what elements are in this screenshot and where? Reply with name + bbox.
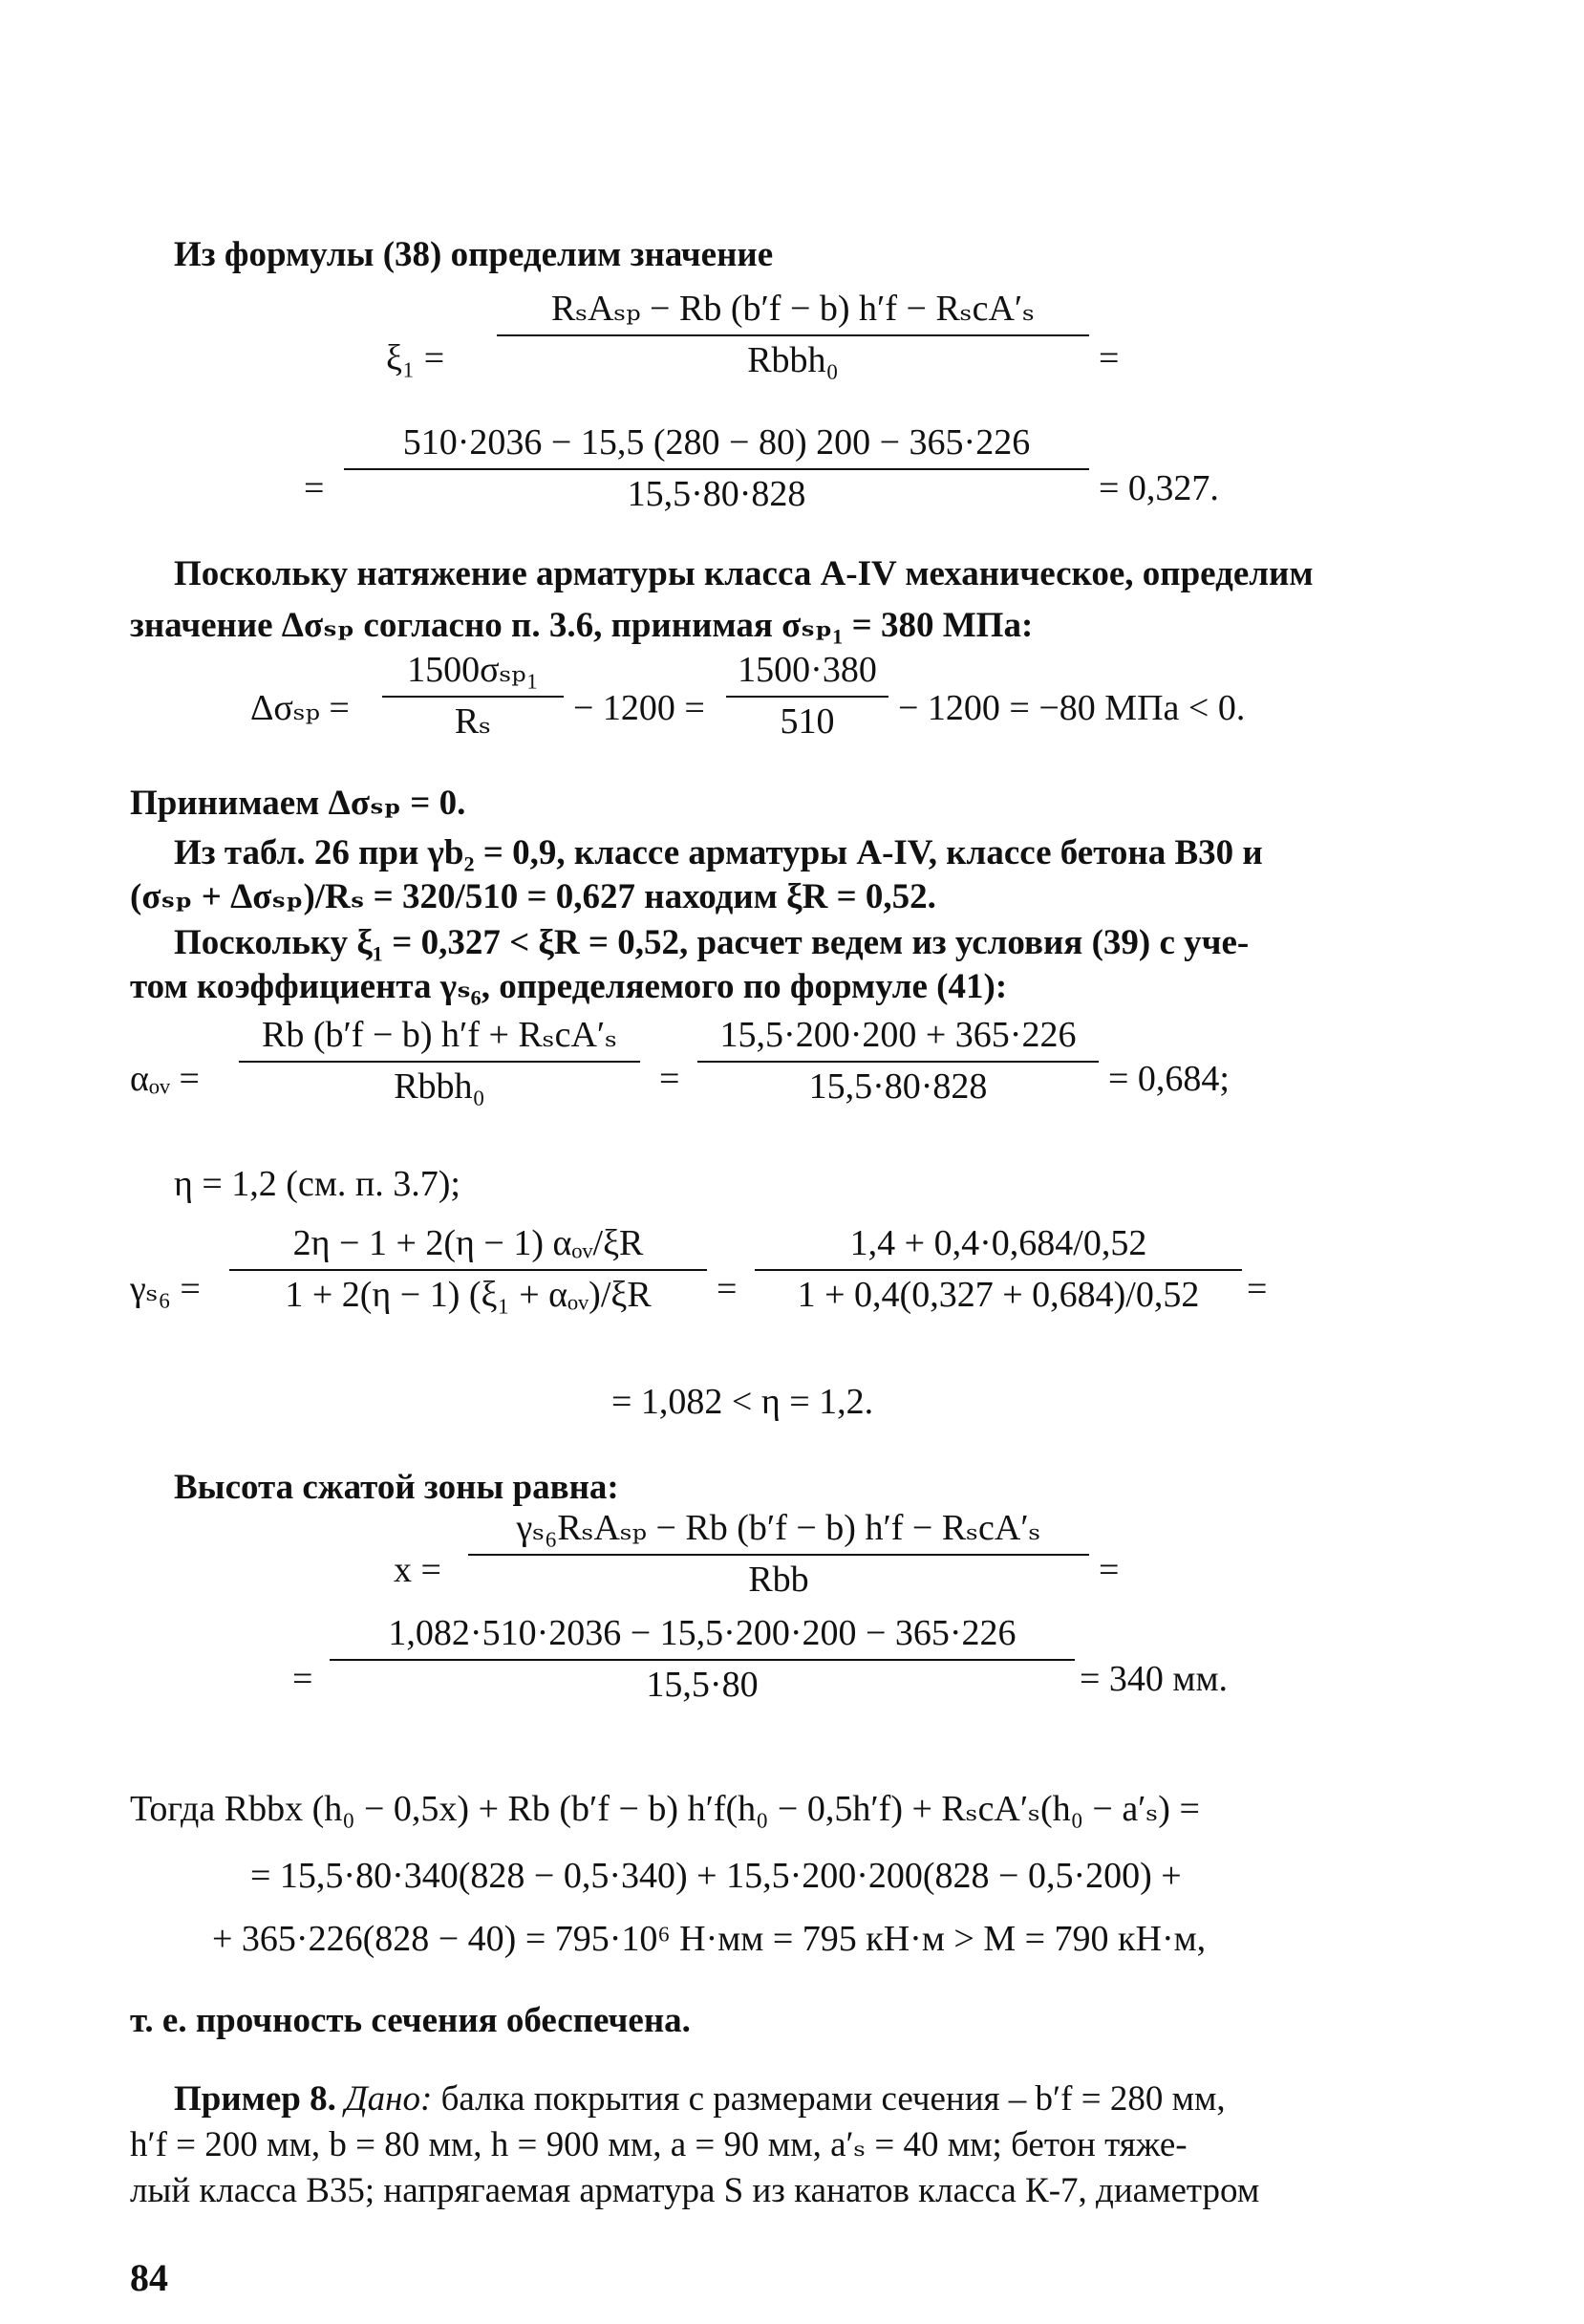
eta-line: η = 1,2 (см. п. 3.7); — [174, 1164, 460, 1204]
gs-numeric-denominator: 1 + 0,4(0,327 + 0,684)/0,52 — [797, 1274, 1200, 1315]
xi1-equals2: = — [304, 468, 325, 508]
example8-text1: балка покрытия с размерами сечения – b′f = 280 мм, — [440, 2079, 1226, 2119]
aov-result: = 0,684; — [1108, 1059, 1230, 1099]
x-equals: = — [1099, 1550, 1120, 1590]
gs-equals2: = — [1247, 1269, 1268, 1309]
gs-fraction — [229, 1223, 707, 1316]
para5-line2: том коэффициента γₛ₆, определяемого по формуле (41): — [130, 967, 1008, 1006]
dsp-numerator1: 1500σₛₚ₁ — [407, 650, 539, 690]
aov-equals: = — [659, 1059, 680, 1099]
x-numeric-numerator: 1,082·510·2036 − 15,5·200·200 − 365·226 — [388, 1613, 1017, 1653]
dsp-denominator1: Rₛ — [454, 700, 492, 742]
fraction-bar — [344, 468, 1089, 470]
aov-numeric-denominator: 15,5·80·828 — [808, 1065, 988, 1107]
para2-line1: Поскольку натяжение арматуры класса A-IV механическое, определим — [174, 554, 1314, 593]
xi1-numeric-numerator: 510·2036 − 15,5 (280 − 80) 200 − 365·226 — [402, 422, 1031, 463]
aov-fraction — [239, 1015, 640, 1108]
fraction-bar — [229, 1269, 707, 1271]
dsp-numerator2: 1500·380 — [738, 650, 877, 690]
example8-label: Пример 8. — [174, 2079, 336, 2119]
x-numeric-denominator: 15,5·80 — [646, 1664, 759, 1705]
gs-denominator: 1 + 2(η − 1) (ξ₁ + αₒᵥ)/ξR — [285, 1274, 652, 1315]
gs-result: = 1,082 < η = 1,2. — [611, 1382, 874, 1422]
then-line2: = 15,5·80·340(828 − 0,5·340) + 15,5·200·200(828 − 0,5·200) + — [250, 1856, 1182, 1896]
para2-line2: значение Δσₛₚ согласно п. 3.6, принимая σₛₚ₁ = 380 МПа: — [130, 606, 1034, 645]
example8-line3: лый класса B35; напрягаемая арматура S из канатов класса К-7, диаметром — [130, 2171, 1260, 2210]
gs-numerator: 2η − 1 + 2(η − 1) αₒᵥ/ξR — [292, 1223, 644, 1263]
x-fraction — [468, 1508, 1089, 1601]
intro-line: Из формулы (38) определим значение — [174, 235, 774, 274]
example8-line1 — [174, 2081, 1226, 2117]
dsp-fraction2 — [726, 650, 888, 742]
dsp-fraction1 — [382, 650, 564, 742]
xi1-lhs: ξ₁ = — [386, 338, 445, 378]
xi1-equals: = — [1099, 338, 1120, 378]
x-equals2: = — [292, 1659, 313, 1699]
aov-numeric-fraction — [697, 1015, 1099, 1108]
para5-line1: Поскольку ξ₁ = 0,327 < ξR = 0,52, расчет ведем из условия (39) с уче- — [174, 923, 1250, 962]
x-result: = 340 мм. — [1080, 1659, 1229, 1699]
gs-equals: = — [717, 1269, 738, 1309]
example8-line2: h′f = 200 мм, b = 80 мм, h = 900 мм, a = 90 мм, a′ₛ = 40 мм; бетон тяже- — [130, 2125, 1188, 2164]
fraction-bar — [726, 696, 888, 698]
xi1-numerator: RₛAₛₚ − Rb (b′f − b) h′f − RₛcA′ₛ — [550, 289, 1036, 329]
gs-numeric-numerator: 1,4 + 0,4·0,684/0,52 — [849, 1223, 1147, 1263]
para4-line2: (σₛₚ + Δσₛₚ)/Rₛ = 320/510 = 0,627 находим ξR = 0,52. — [130, 877, 936, 916]
example8-given: Дано: — [345, 2079, 433, 2119]
xi1-numeric-denominator: 15,5·80·828 — [627, 473, 806, 514]
fraction-bar — [755, 1269, 1242, 1271]
aov-lhs: αₒᵥ = — [130, 1059, 200, 1099]
x-numeric-fraction — [330, 1613, 1075, 1706]
gs-lhs: γₛ₆ = — [130, 1269, 201, 1309]
fraction-bar — [468, 1554, 1089, 1556]
page-number: 84 — [130, 2256, 168, 2299]
strength-conclusion: т. е. прочность сечения обеспечена. — [130, 2001, 691, 2040]
fraction-bar — [497, 334, 1089, 336]
xi1-result: = 0,327. — [1099, 468, 1219, 508]
fraction-bar — [330, 1659, 1075, 1661]
dsp-denominator2: 510 — [780, 700, 835, 742]
dsp-middle: − 1200 = — [573, 688, 705, 728]
fraction-bar — [697, 1061, 1099, 1063]
x-denominator: Rbb — [748, 1559, 809, 1600]
xi1-denominator: Rbbh₀ — [747, 339, 839, 380]
xi1-numeric-fraction — [344, 422, 1089, 515]
dsp-lhs: Δσₛₚ = — [250, 688, 350, 728]
aov-denominator: Rbbh₀ — [394, 1065, 485, 1107]
fraction-bar — [382, 696, 564, 698]
dsp-result: − 1200 = −80 МПа < 0. — [898, 688, 1246, 728]
fraction-bar — [239, 1061, 640, 1063]
then-line3: + 365·226(828 − 40) = 795·10⁶ Н·мм = 795 кН·м > M = 790 кН·м, — [212, 1919, 1207, 1959]
x-lhs: x = — [394, 1550, 441, 1590]
para6: Высота сжатой зоны равна: — [174, 1468, 619, 1507]
para3: Принимаем Δσₛₚ = 0. — [130, 784, 466, 823]
xi1-fraction — [497, 289, 1089, 381]
gs-numeric-fraction — [755, 1223, 1242, 1316]
aov-numerator: Rb (b′f − b) h′f + RₛcA′ₛ — [261, 1015, 618, 1055]
x-numerator: γₛ₆RₛAₛₚ − Rb (b′f − b) h′f − RₛcA′ₛ — [516, 1508, 1041, 1548]
aov-numeric-numerator: 15,5·200·200 + 365·226 — [719, 1015, 1077, 1055]
para4-line1: Из табл. 26 при γb₂ = 0,9, классе арматуры A-IV, классе бетона B30 и — [174, 833, 1263, 872]
then-line1: Тогда Rbbx (h₀ − 0,5x) + Rb (b′f − b) h′f(h₀ − 0,5h′f) + RₛcA′ₛ(h₀ − a′ₛ) = — [130, 1789, 1200, 1829]
